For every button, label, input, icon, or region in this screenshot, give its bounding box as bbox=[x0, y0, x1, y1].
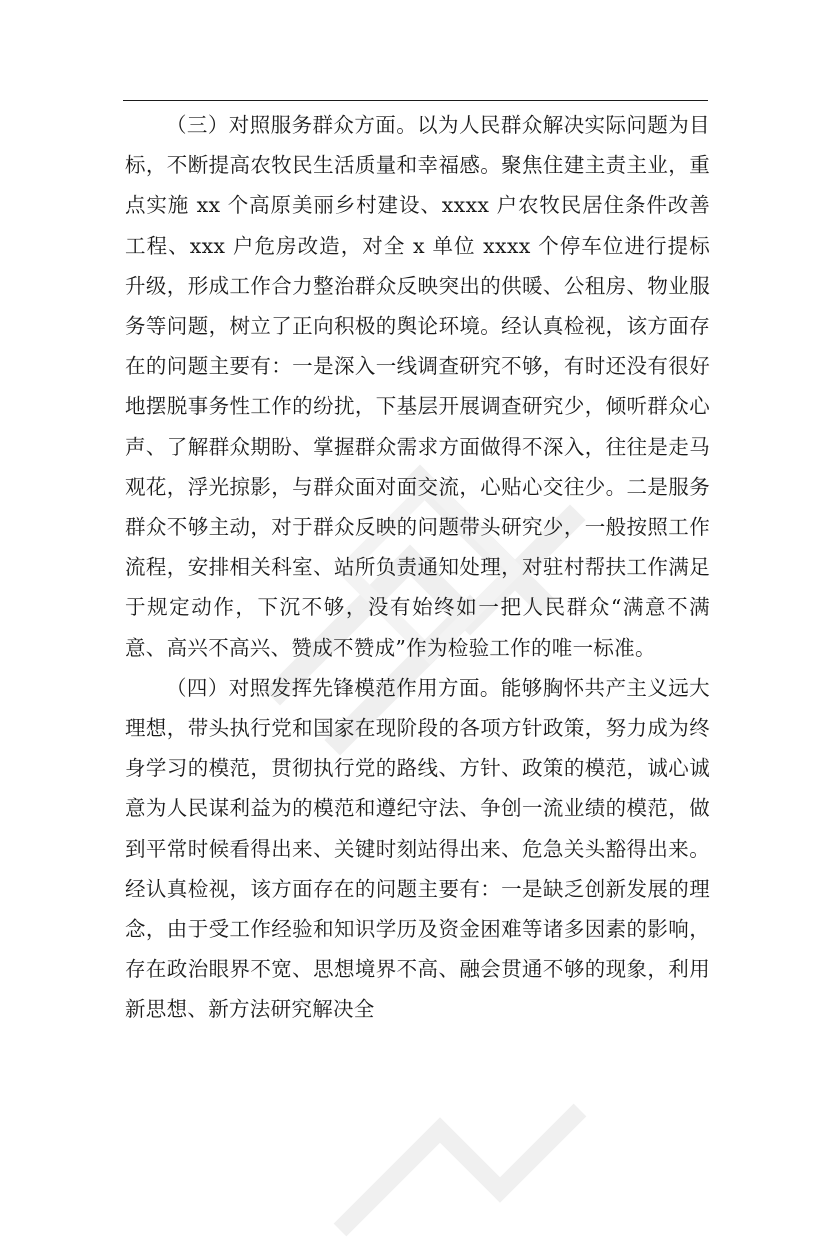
document-body bbox=[125, 105, 710, 1030]
paragraph-section-3: （三）对照服务群众方面。以为人民群众解决实际问题为目标，不断提高农牧民生活质量和幸福感。聚焦住建主责主业，重点实施 xx 个高原美丽乡村建设、xxxx 户农牧民居住条件改善工程、xxx 户危房改造，对全 x 单位 xxxx 个停车位进行提标升级，形成工作合力整治群众反映突出的供暖、公租房、物业服务等问题，树立了正向积极的舆论环境。经认真检视，该方面存在的问题主要有：一是深入一线调查研究不够，有时还没有很好地摆脱事务性工作的纷扰，下基层开展调查研究少，倾听群众心声、了解群众期盼、掌握群众需求方面做得不深入，往往是走马观花，浮光掠影，与群众面对面交流，心贴心交往少。二是服务群众不够主动，对于群众反映的问题带头研究少，一般按照工作流程，安排相关科室、站所负责通知处理，对驻村帮扶工作满足于规定动作，下沉不够，没有始终如一把人民群众“满意不满意、高兴不高兴、赞成不赞成”作为检验工作的唯一标准。 bbox=[125, 113, 710, 660]
paragraph-section-4: （四）对照发挥先锋模范作用方面。能够胸怀共产主义远大理想，带头执行党和国家在现阶段的各项方针政策，努力成为终身学习的模范，贯彻执行党的路线、方针、政策的模范，诚心诚意为人民谋利益为的模范和遵纪守法、争创一流业绩的模范，做到平常时候看得出来、关键时刻站得出来、危急关头豁得出来。经认真检视，该方面存在的问题主要有：一是缺乏创新发展的理念，由于受工作经验和知识学历及资金困难等诸多因素的影响，存在政治眼界不宽、思想境界不高、融会贯通不够的现象，利用新思想、新方法研究解决全 bbox=[125, 675, 710, 1022]
header-rule bbox=[123, 100, 708, 101]
watermark-logo-lower bbox=[300, 1040, 600, 1240]
